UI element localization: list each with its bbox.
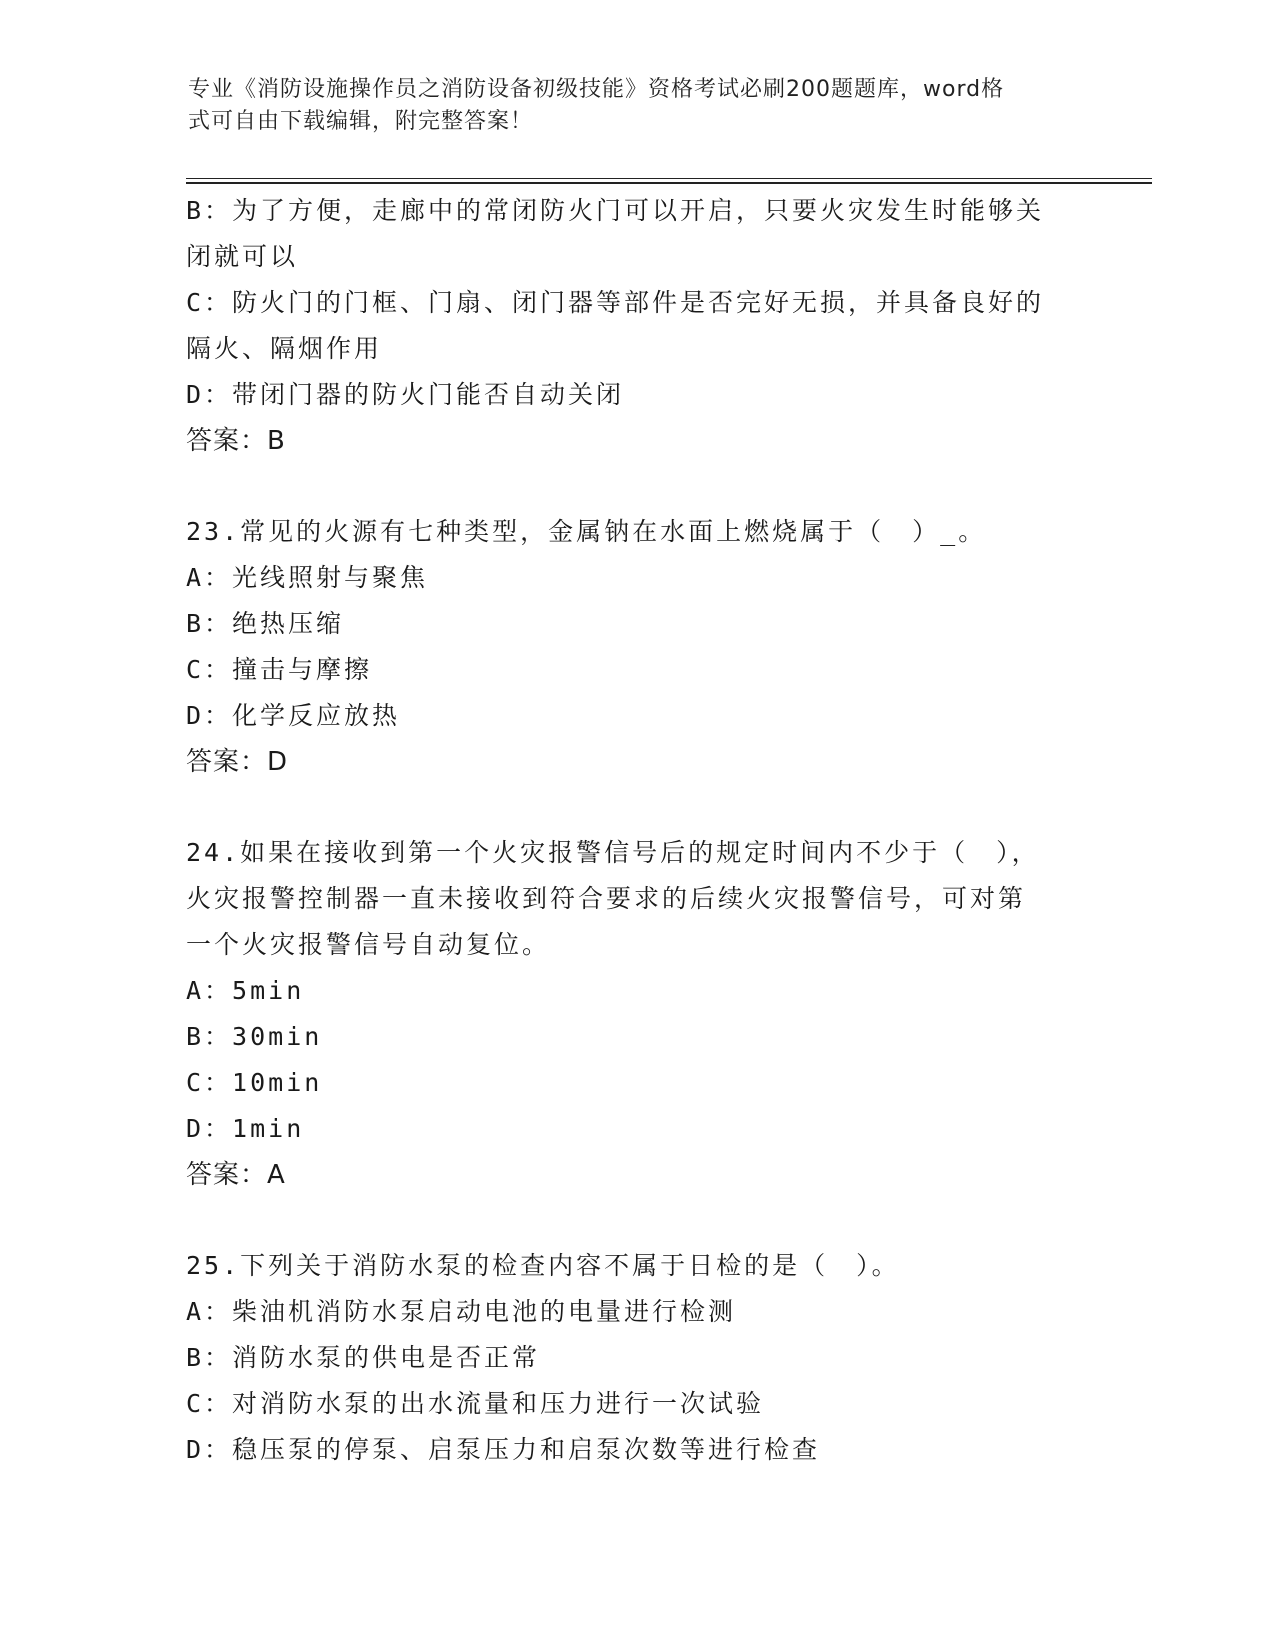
q22-option-b-line-1: B：为了方便，走廊中的常闭防火门可以开启，只要火灾发生时能够关 — [186, 196, 1045, 225]
q22-option-c-line-1: C：防火门的门框、门扇、闭门器等部件是否完好无损，并具备良好的 — [186, 288, 1045, 317]
document-header — [188, 74, 1068, 138]
q22-option-d: D：带闭门器的防火门能否自动关闭 — [186, 380, 625, 409]
q25-option-c: C：对消防水泵的出水流量和压力进行一次试验 — [186, 1389, 765, 1418]
q25-option-d: D：稳压泵的停泵、启泵压力和启泵次数等进行检查 — [186, 1435, 821, 1464]
question-22-block — [186, 188, 1086, 464]
q23-option-d: D：化学反应放热 — [186, 701, 401, 730]
header-divider-thick — [186, 182, 1152, 184]
q22-answer: 答案：B — [186, 426, 286, 456]
q24-answer: 答案：A — [186, 1160, 286, 1190]
q24-question-line-1: 24.如果在接收到第一个火灾报警信号后的规定时间内不少于（ ）， — [186, 838, 1040, 867]
question-25-block — [186, 1243, 1086, 1473]
q24-question-line-3: 一个火灾报警信号自动复位。 — [186, 930, 551, 959]
q22-option-b-line-2: 闭就可以 — [186, 242, 299, 271]
q24-option-d: D：1min — [186, 1114, 305, 1143]
q24-option-a: A：5min — [186, 976, 305, 1005]
header-divider-thin — [186, 178, 1152, 179]
spacer — [186, 464, 1086, 509]
question-23-block — [186, 509, 1086, 785]
q23-option-c: C：撞击与摩擦 — [186, 655, 373, 684]
q23-option-a: A：光线照射与聚焦 — [186, 563, 429, 592]
q24-question-line-2: 火灾报警控制器一直未接收到符合要求的后续火灾报警信号，可对第 — [186, 884, 1027, 913]
q23-answer: 答案：D — [186, 747, 289, 777]
q23-question: 23.常见的火源有七种类型，金属钠在水面上燃烧属于（ ）_。 — [186, 517, 987, 546]
header-line-2: 式可自由下载编辑，附完整答案！ — [188, 109, 534, 134]
question-24-block — [186, 830, 1086, 1198]
q24-option-b: B：30min — [186, 1022, 323, 1051]
q22-option-c-line-2: 隔火、隔烟作用 — [186, 334, 383, 363]
q25-option-a: A：柴油机消防水泵启动电池的电量进行检测 — [186, 1297, 737, 1326]
q25-question: 25.下列关于消防水泵的检查内容不属于日检的是（ ）。 — [186, 1251, 900, 1280]
q23-option-b: B：绝热压缩 — [186, 609, 345, 638]
header-line-1: 专业《消防设施操作员之消防设备初级技能》资格考试必刷200题题库，word格 — [188, 77, 1005, 102]
q25-option-b: B：消防水泵的供电是否正常 — [186, 1343, 541, 1372]
q24-option-c: C：10min — [186, 1068, 323, 1097]
spacer — [186, 785, 1086, 830]
spacer — [186, 1198, 1086, 1243]
question-list — [186, 188, 1086, 1473]
